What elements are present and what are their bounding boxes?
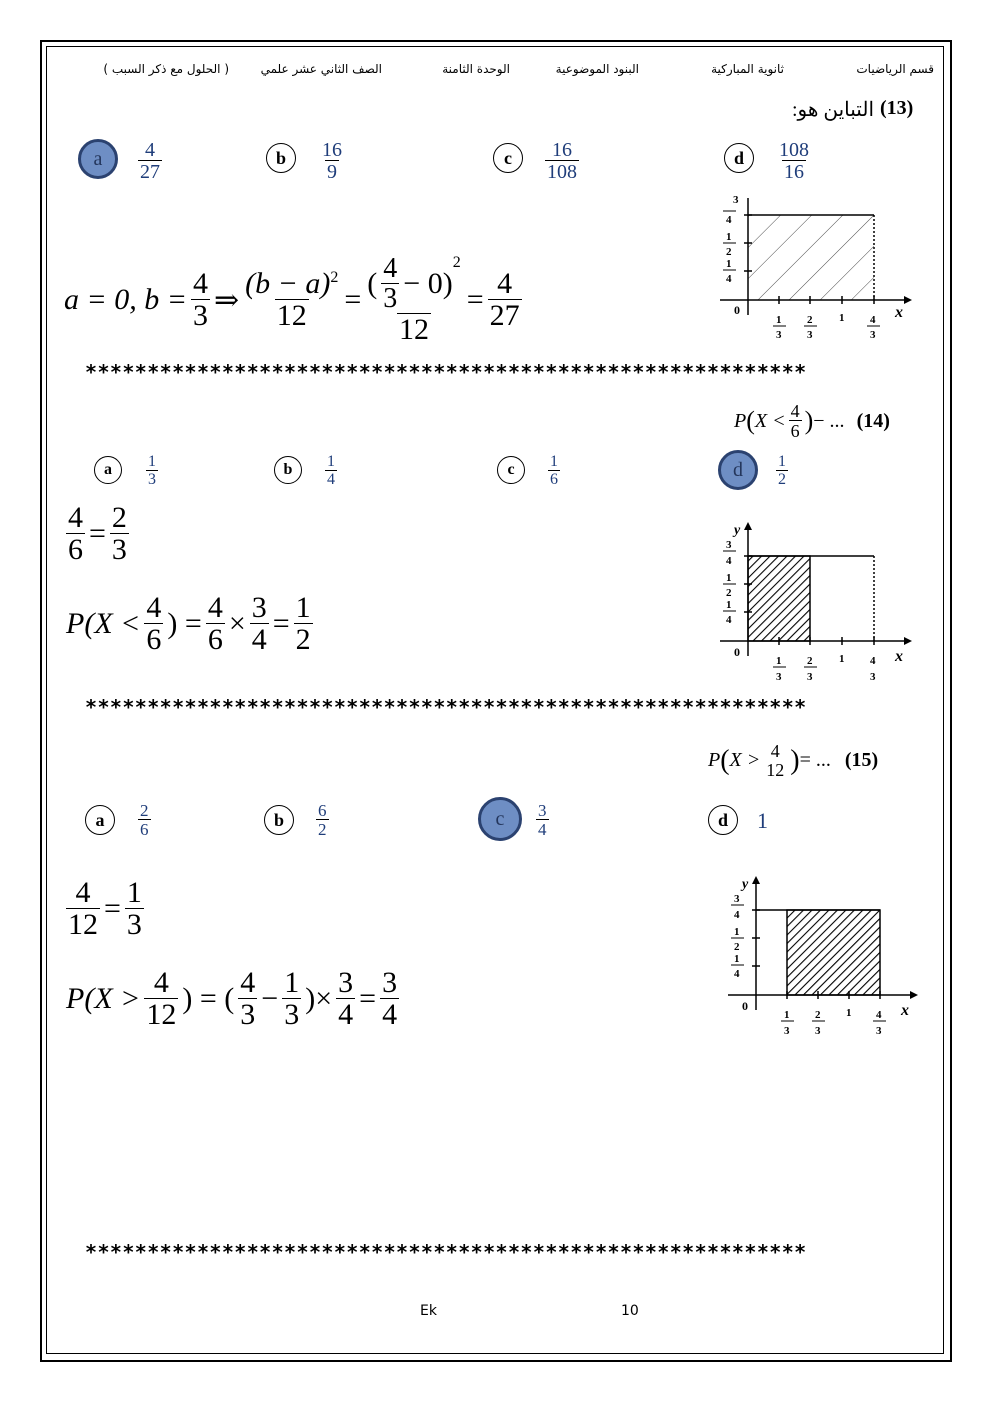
q13-option-c[interactable]: c [493,143,523,173]
svg-text:x: x [895,648,903,665]
svg-text:3: 3 [815,1025,821,1037]
svg-text:3: 3 [876,1025,882,1037]
svg-text:4: 4 [734,909,740,921]
svg-text:y: y [734,523,741,538]
q13-option-d-value: $\frac{108}{16}$ [779,139,809,183]
q15-solution-line1: $\frac{4}{12}$ = $\frac{1}{3}$ [68,876,142,941]
q14-prompt: P ( X < $\frac{4}{6}$ ) − ... (14) [734,401,890,441]
q15-option-d[interactable]: d [708,805,738,835]
svg-text:1: 1 [726,258,732,270]
svg-text:2: 2 [726,587,732,599]
svg-text:3: 3 [784,1025,790,1037]
q14-shaded-region [748,556,810,641]
svg-text:1: 1 [839,312,845,324]
svg-text:y: y [742,877,749,892]
svg-text:4: 4 [870,314,876,326]
svg-text:3: 3 [870,329,876,341]
q15-solution-line2: P(X > $\frac{4}{12}$ ) = ( $\frac{4}{3}$ − $\frac{1}{3}$ ) × $\frac{3}{4}$ = $\frac{3}{4}$ [66,966,398,1031]
q14-uniform-graph [712,520,912,688]
svg-text:0: 0 [742,999,748,1013]
header-note: ( الحلول مع ذكر السبب ) [103,62,229,76]
svg-text:1: 1 [776,655,782,667]
svg-text:3: 3 [807,329,813,341]
svg-text:x: x [895,304,903,321]
svg-text:3: 3 [734,893,740,905]
q15-option-d-value: 1 [757,808,768,833]
q15-option-b[interactable]: b [264,805,294,835]
svg-text:1: 1 [726,572,732,584]
separator-1: ********************************************************** [85,360,807,384]
svg-text:4: 4 [726,273,732,285]
svg-text:0: 0 [734,645,740,659]
q13-option-b-value: $\frac{16}{9}$ [322,139,342,183]
svg-text:1: 1 [726,231,732,243]
svg-text:2: 2 [807,655,813,667]
q15-prompt: P ( X > 4 12 ) = ... (15) [708,741,879,780]
svg-text:3: 3 [807,671,813,683]
q13-origin: 0 [734,303,740,317]
svg-text:1: 1 [846,1007,852,1019]
q13-option-d[interactable]: d [724,143,754,173]
svg-text:2: 2 [807,314,813,326]
svg-text:4: 4 [726,555,732,567]
q13-number: (13) [880,97,914,119]
header-unit: الوحدة الثامنة [442,62,510,76]
q14-option-a-value: $\frac{1}{3}$ [148,453,156,488]
q14-solution-line1: $\frac{4}{6}$ = $\frac{2}{3}$ [68,501,127,566]
q14-solution-line2: P(X < $\frac{4}{6}$ ) = $\frac{4}{6}$ × $\frac{3}{4}$ = $\frac{1}{2}$ [66,591,311,656]
svg-text:4: 4 [726,214,732,226]
q15-option-c[interactable]: c [478,797,522,841]
q15-shaded-region [787,910,880,995]
q14-option-c[interactable]: c [497,456,525,484]
svg-text:4: 4 [726,614,732,626]
separator-2: ********************************************************** [85,695,807,719]
svg-text:2: 2 [815,1009,821,1021]
svg-text:3: 3 [733,194,739,206]
q13-option-a-value: $\frac{4}{27}$ [140,139,160,183]
footer-author: Ek [420,1303,437,1319]
svg-text:3: 3 [776,329,782,341]
svg-text:2: 2 [734,941,740,953]
q14-option-a[interactable]: a [94,456,122,484]
svg-text:1: 1 [734,926,740,938]
svg-text:3: 3 [870,671,876,683]
q15-option-b-value: $\frac{6}{2}$ [318,801,327,839]
q13-option-a[interactable]: a [78,139,118,179]
q14-option-d[interactable]: d [718,450,758,490]
q15-option-a[interactable]: a [85,805,115,835]
q14-option-d-value: $\frac{1}{2}$ [778,453,786,488]
q15-option-a-value: $\frac{2}{6}$ [140,801,149,839]
q13-uniform-graph [712,190,912,350]
svg-text:x: x [901,1002,909,1019]
svg-text:4: 4 [734,968,740,980]
footer-page-number: 10 [621,1303,639,1319]
svg-text:1: 1 [776,314,782,326]
svg-text:1: 1 [784,1009,790,1021]
svg-text:4: 4 [870,655,876,667]
q13-shaded-region [748,215,874,300]
svg-text:4: 4 [876,1009,882,1021]
q14-option-b-value: $\frac{1}{4}$ [327,453,335,488]
q15-uniform-graph [720,874,920,1042]
q13-option-c-value: $\frac{16}{108}$ [547,139,577,183]
q15-option-c-value: $\frac{3}{4}$ [538,801,547,839]
svg-text:1: 1 [726,599,732,611]
header-grade: الصف الثاني عشر علمي [260,62,382,76]
header-school: ثانوية المباركية [711,62,784,76]
q13-option-b[interactable]: b [266,143,296,173]
q13-solution: a = 0, b = $\frac{4}{3}$ ⇒ $\frac{(b - a)^2}{12}$ = ( $\frac{4}{3}$ − 0) $^2$ 12 = $\frac{4}{27}$ [64,253,520,346]
header-topic: البنود الموضوعية [555,62,639,76]
q14-option-b[interactable]: b [274,456,302,484]
q13-text: التباين هو: [791,99,874,121]
svg-text:3: 3 [726,539,732,551]
svg-text:2: 2 [726,246,732,258]
separator-3: ********************************************************** [85,1240,807,1264]
header-department: قسم الرياضيات [856,62,934,76]
svg-text:1: 1 [734,953,740,965]
svg-text:3: 3 [776,671,782,683]
q14-option-c-value: $\frac{1}{6}$ [550,453,558,488]
svg-text:1: 1 [839,653,845,665]
